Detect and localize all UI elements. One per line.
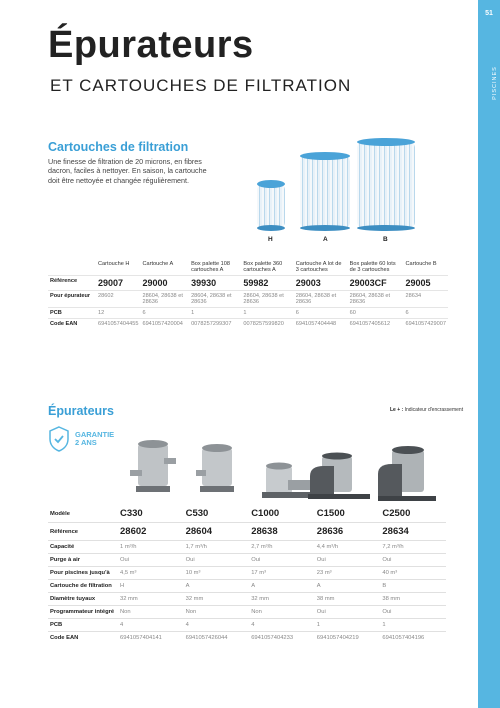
cartridge-label-h: H [268,236,273,243]
cartridge-a-image [300,156,350,228]
pump-c2500-image [376,444,438,502]
table-row: Pour piscines jusqu'à 4,5 m³ 10 m³ 17 m³ 23 m³ 40 m³ [48,567,446,580]
page-number: 51 [485,10,493,17]
section-label: PISCINES [492,66,499,100]
col-header: Cartouche B [405,261,437,267]
col-header: Box palette 360 cartouches A [243,261,283,273]
table-row: Modèle C330 C530 C1000 C1500 C2500 [50,508,411,519]
col-header: Cartouche A [142,261,174,267]
warranty-badge [48,426,114,452]
table-row: Purge à air Oui Oui Oui Oui Oui [48,554,446,567]
table-row: Cartouche de filtration H A A A B [48,580,446,593]
cartridges-heading: Cartouches de filtration [48,140,189,154]
pumps-heading: Épurateurs [48,404,114,418]
col-header: Box palette 60 lots de 3 cartouches [349,261,396,273]
pump-c330-image [128,436,178,494]
table-row: Pour épurateur 28602 28604, 28638 et 28636 28604, 28638 et 28636 28604, 28638 et 28636 28604, 28638 et 28636 28604, 28638 et 28636 28634 [48,291,448,308]
cartridge-h-image [257,184,285,228]
sidebar-band [478,0,500,708]
col-header: Box palette 108 cartouches A [191,261,230,273]
col-header: Cartouche A lot de 3 cartouches [295,261,342,273]
cartridges-table [48,259,448,329]
pumps-table [48,505,446,644]
table-row: Référence 28602 28604 28638 28636 28634 [48,523,446,541]
table-row: Programmateur intégré Non Non Non Oui Oui [48,606,446,619]
page-title: Épurateurs [48,24,254,66]
pump-c530-image [194,440,240,494]
le-plus-note: Le + : Indicateur d'encrassement [390,407,464,413]
table-row: PCB 4 4 4 1 1 [48,619,446,632]
table-row: Diamètre tuyaux 32 mm 32 mm 32 mm 38 mm 38 mm [48,593,446,606]
table-row: PCB 12 6 1 1 6 60 6 [48,308,448,319]
table-row: Code EAN 6941057404455 6941057420004 0078257299307 0078257599820 6941057404448 6941057405612 6941057429007 [48,319,448,330]
pump-c1500-image [306,452,374,500]
table-row: Capacité 1 m³/h 1,7 m³/h 2,7 m³/h 4,4 m³/h 7,2 m³/h [48,541,446,554]
col-header: Cartouche H [98,261,130,267]
cartridge-label-a: A [323,236,328,243]
cartridge-label-b: B [383,236,388,243]
cartridges-description: Une finesse de filtration de 20 microns, en fibres dacron, faciles à nettoyer. En saison, la cartouche doit être nettoyée et changée régulièrement. [48,157,207,185]
table-row: Code EAN 6941057404141 6941057426044 6941057404233 6941057404219 6941057404196 [48,632,446,645]
table-row: Référence 29007 29000 39930 59982 29003 29003CF 29005 [48,276,448,291]
shield-icon [48,426,70,452]
page-subtitle: ET CARTOUCHES DE FILTRATION [50,76,352,95]
warranty-line2: 2 ANS [75,438,97,447]
warranty-line1: GARANTIE [75,429,115,439]
cartridge-b-image [357,142,415,228]
